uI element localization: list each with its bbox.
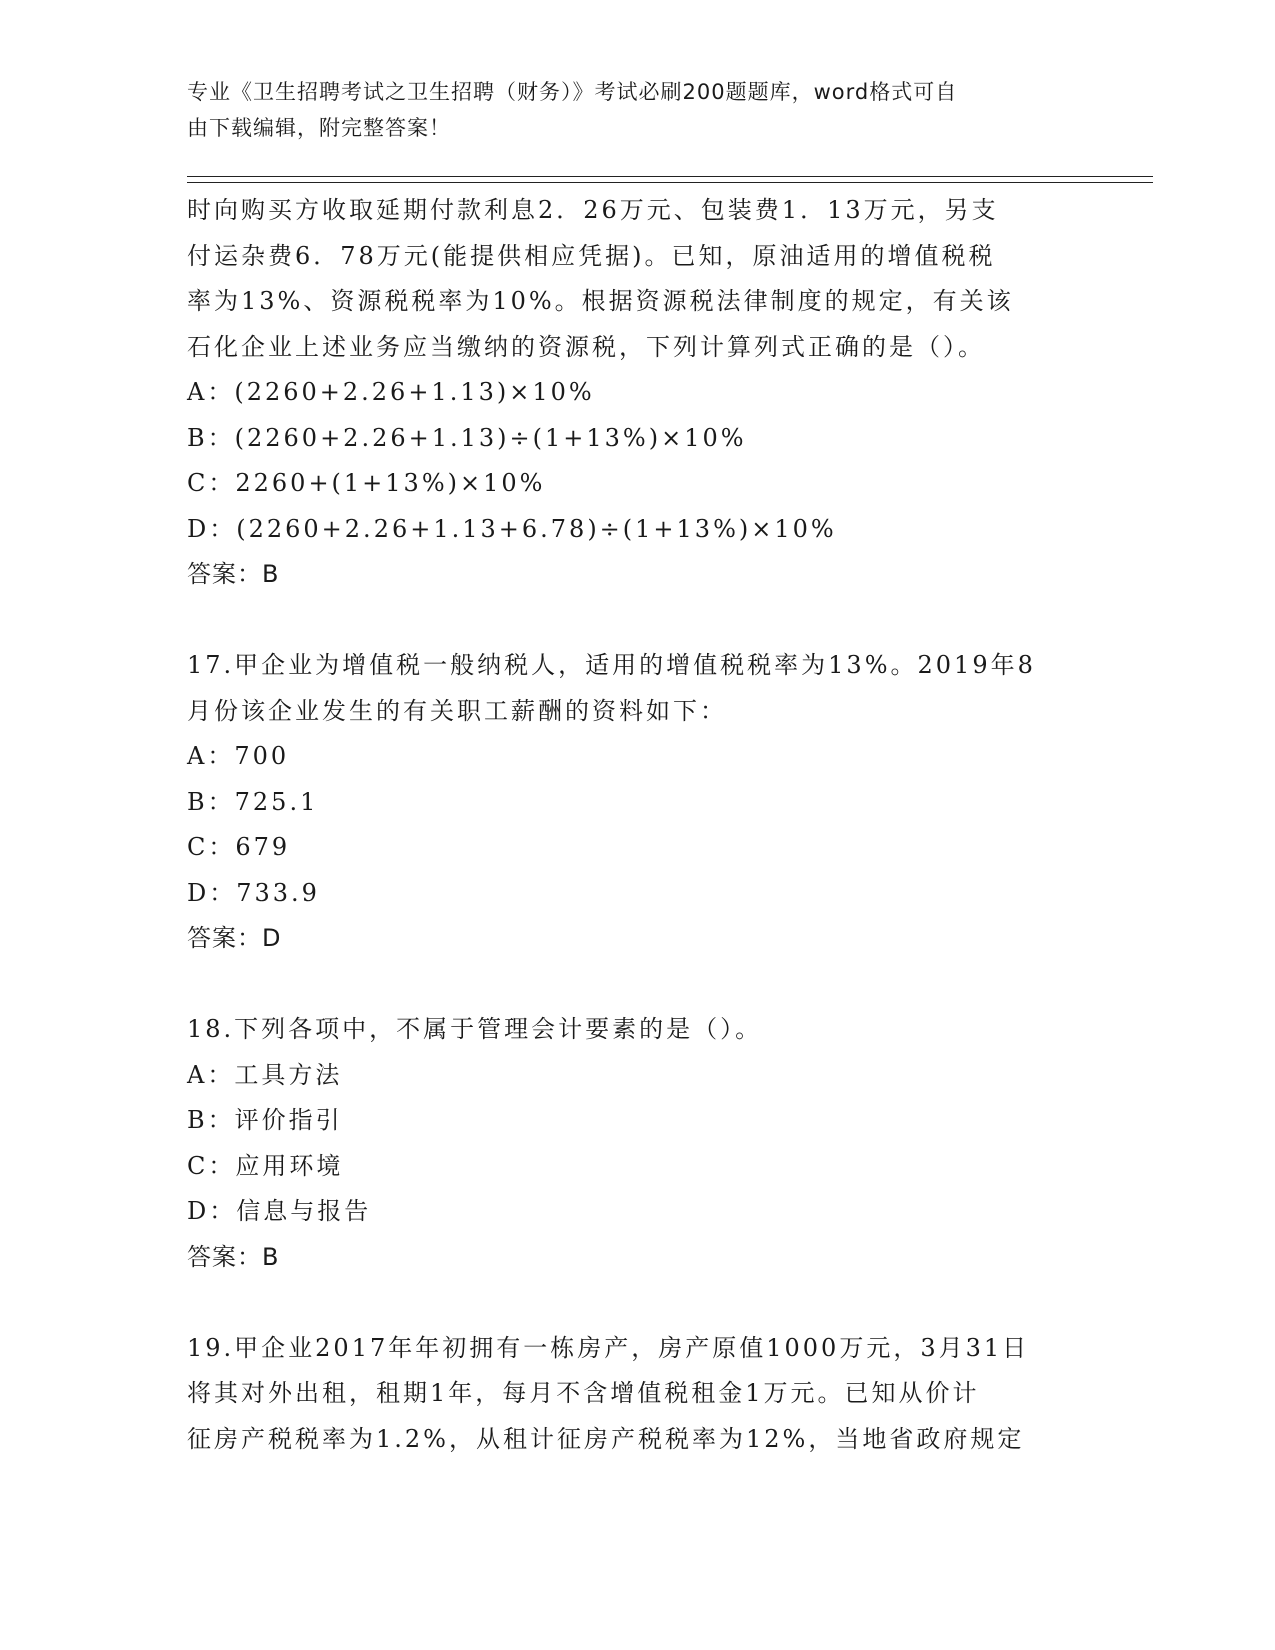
option-b: B：(2260+2.26+1.13)÷(1+13%)×10% [187, 423, 747, 452]
question-16-continued [187, 188, 1087, 598]
question-text-line: 将其对外出租，租期1年，每月不含增值税租金1万元。已知从价计 [187, 1379, 980, 1407]
option-d: D：信息与报告 [187, 1197, 372, 1225]
question-text-line: 征房产税税率为1.2%，从租计征房产税税率为12%，当地省政府规定 [187, 1424, 1025, 1453]
question-text-line: 率为13%、资源税税率为10%。根据资源税法律制度的规定，有关该 [187, 287, 1014, 315]
option-b: B：评价指引 [187, 1106, 343, 1134]
answer-line: 答案：B [187, 1242, 280, 1271]
question-spacer [187, 1280, 1087, 1326]
document-header [187, 74, 1087, 146]
option-c: C：2260+(1+13%)×10% [187, 469, 546, 497]
header-line-2: 由下载编辑，附完整答案！ [187, 116, 451, 140]
question-19 [187, 1326, 1087, 1463]
option-a: A：700 [187, 742, 290, 770]
question-text-line: 17.甲企业为增值税一般纳税人，适用的增值税税率为13%。2019年8 [187, 651, 1036, 679]
header-double-rule [187, 176, 1153, 183]
answer-line: 答案：D [187, 924, 282, 952]
answer-line: 答案：B [187, 560, 280, 588]
question-text-line: 石化企业上述业务应当缴纳的资源税，下列计算列式正确的是（）。 [187, 332, 985, 361]
option-d: D：(2260+2.26+1.13+6.78)÷(1+13%)×10% [187, 514, 837, 543]
question-text-line: 18.下列各项中，不属于管理会计要素的是（）。 [187, 1015, 763, 1043]
option-b: B：725.1 [187, 787, 319, 816]
question-spacer [187, 598, 1087, 644]
question-18 [187, 1007, 1087, 1280]
question-text-line: 付运杂费6．78万元(能提供相应凭据)。已知，原油适用的增值税税 [187, 241, 996, 270]
question-text-line: 19.甲企业2017年年初拥有一栋房产，房产原值1000万元，3月31日 [187, 1333, 1030, 1362]
option-c: C：应用环境 [187, 1151, 344, 1180]
question-spacer [187, 962, 1087, 1008]
question-text-line: 时向购买方收取延期付款利息2．26万元、包装费1．13万元，另支 [187, 196, 999, 224]
option-c: C：679 [187, 833, 291, 861]
question-17 [187, 643, 1087, 962]
option-a: A：工具方法 [187, 1060, 343, 1089]
option-a: A：(2260+2.26+1.13)×10% [187, 378, 595, 406]
header-line-1: 专业《卫生招聘考试之卫生招聘（财务）》考试必刷200题题库，word格式可自 [187, 80, 958, 104]
document-body [187, 188, 1087, 1462]
option-d: D：733.9 [187, 878, 320, 907]
question-text-line: 月份该企业发生的有关职工薪酬的资料如下： [187, 696, 727, 725]
